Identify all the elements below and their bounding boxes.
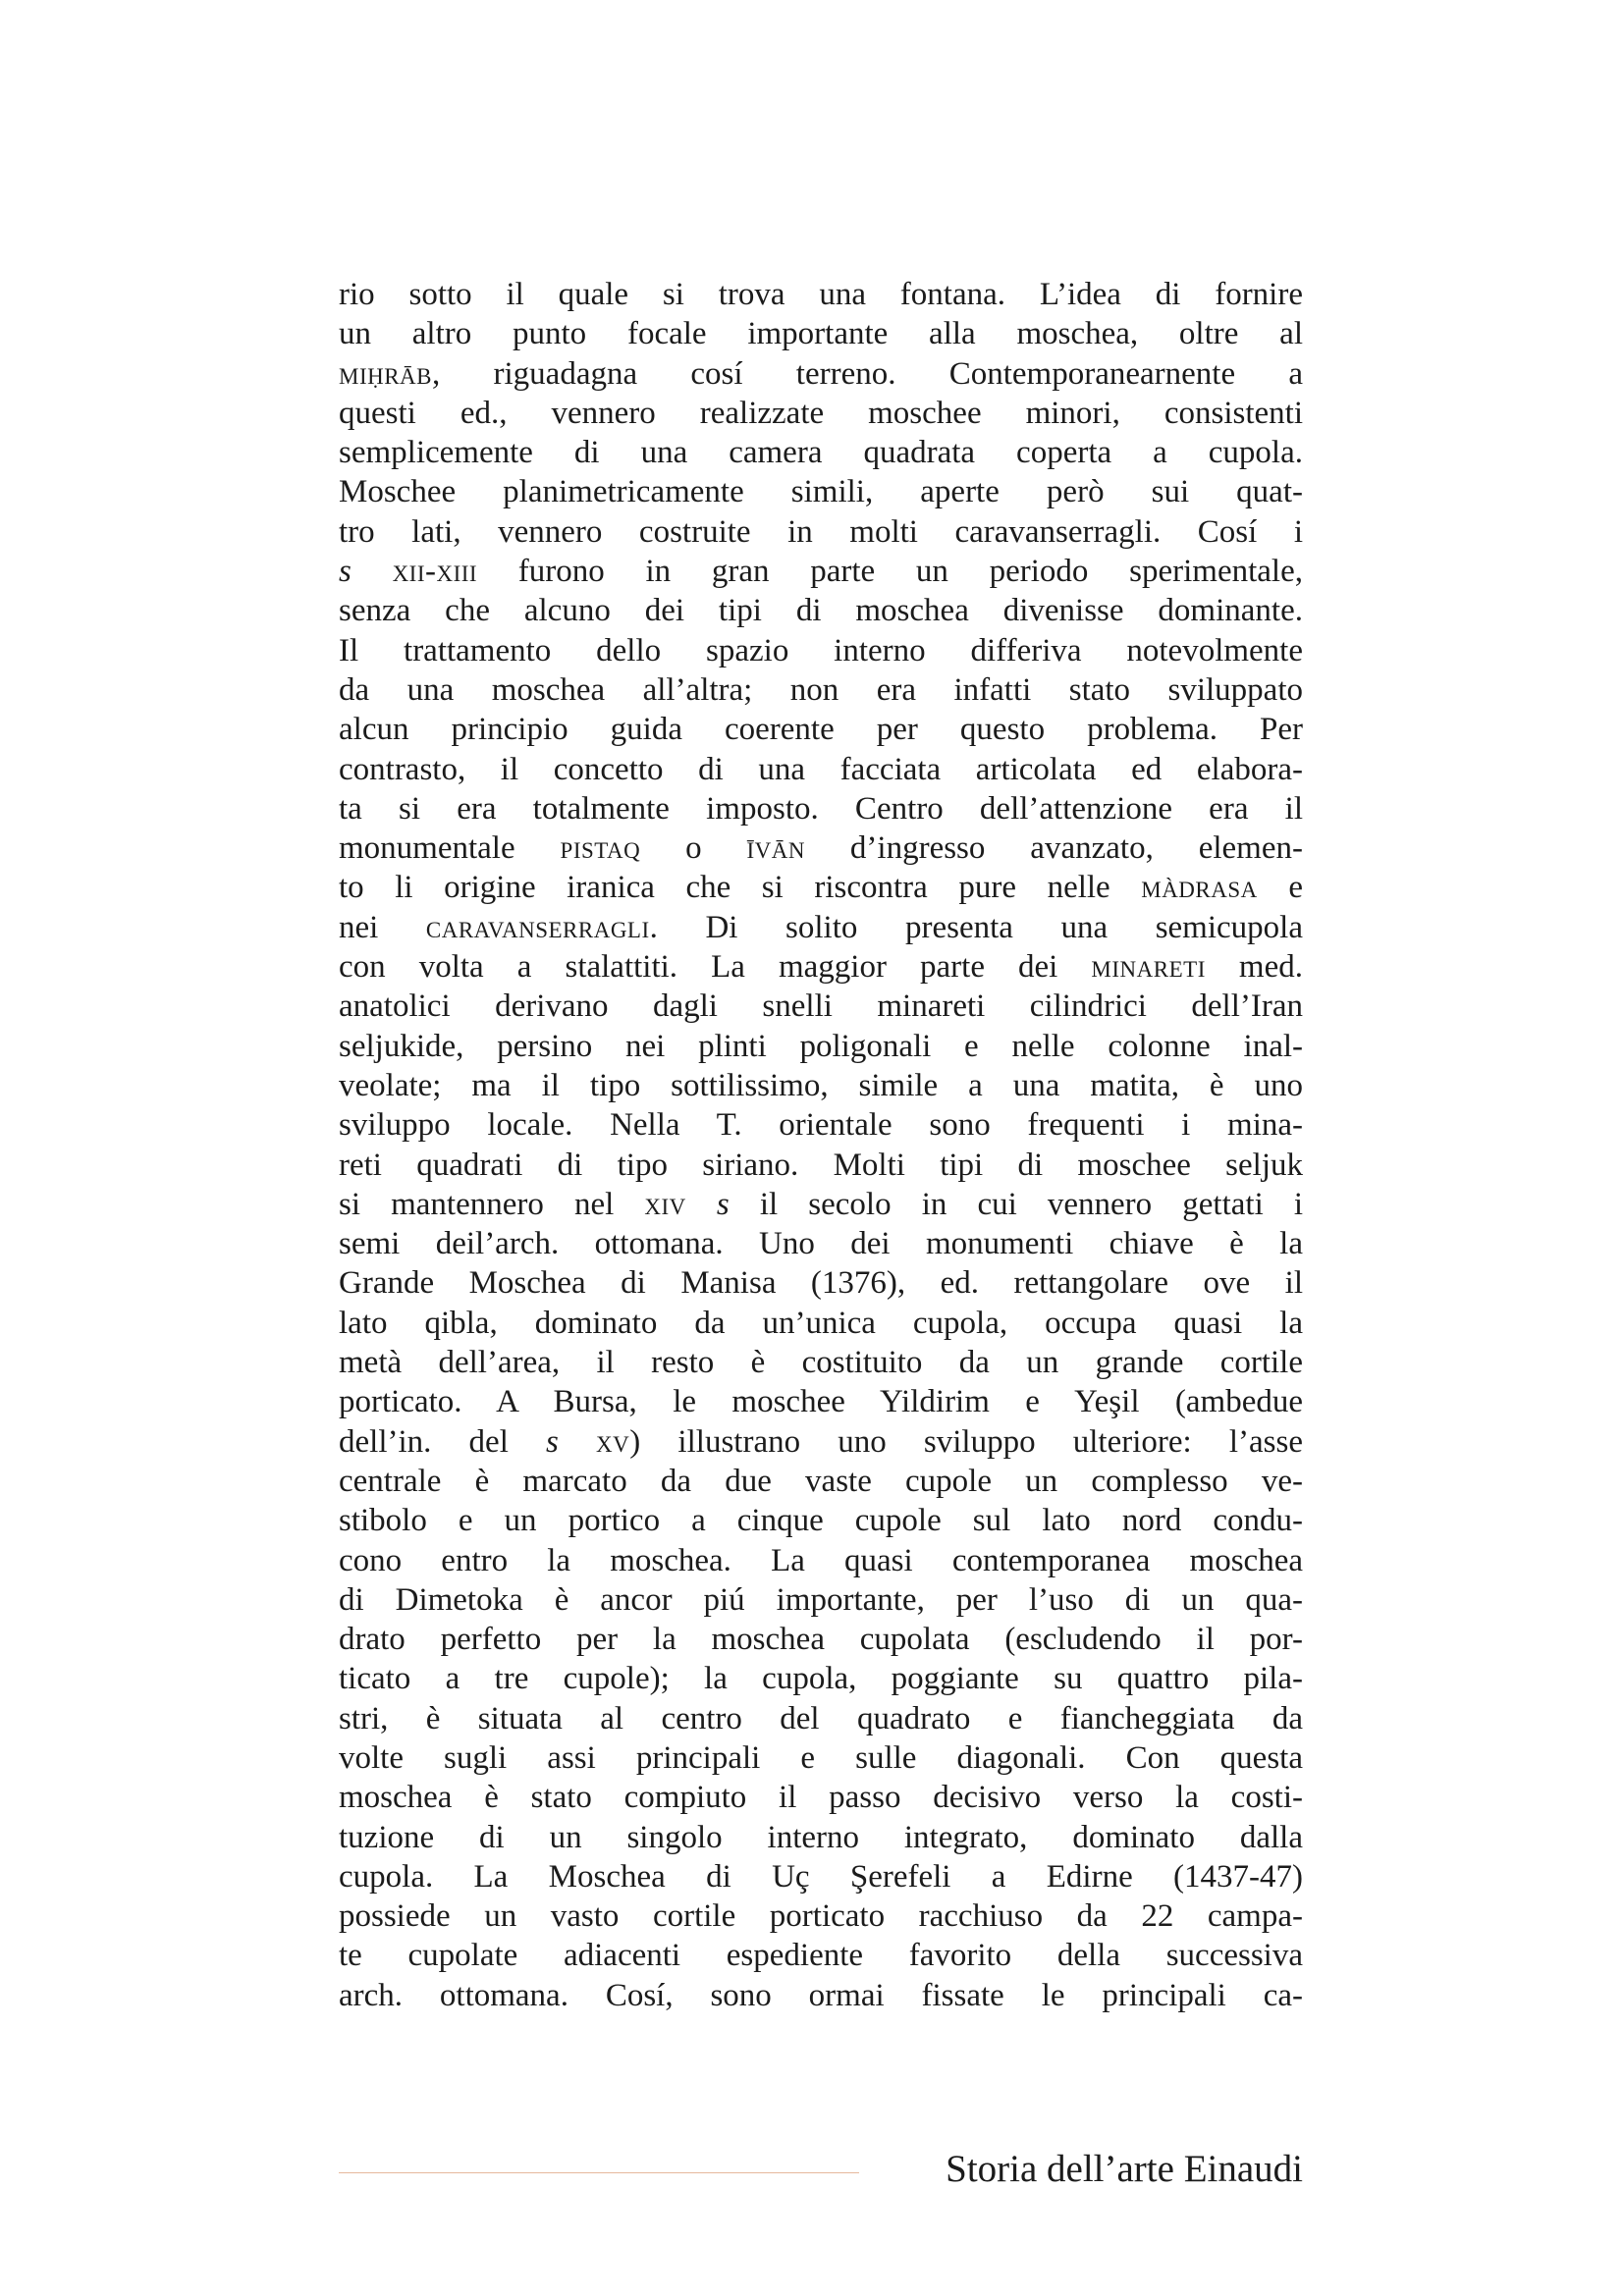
text-segment: cupola. La Moschea di Uç Şerefeli a Edirne (1437-47)	[339, 1858, 1303, 1895]
italic-abbrev: s	[339, 554, 352, 590]
text-line	[339, 908, 1303, 947]
text-line	[339, 552, 1303, 591]
text-line	[339, 947, 1303, 987]
text-segment: da una moschea all’altra; non era infatti stato sviluppato	[339, 671, 1303, 708]
text-segment: seljukide, persino nei plinti poligonali e nelle colonne inal-	[339, 1028, 1303, 1064]
text-segment: ) illustrano uno sviluppo ulteriore: l’asse	[629, 1423, 1303, 1460]
text-line	[339, 1620, 1303, 1659]
text-segment: . Di solito presenta una semicupola	[649, 909, 1303, 945]
text-line	[339, 1185, 1303, 1224]
text-segment: Il trattamento dello spazio interno differiva notevolmente	[339, 632, 1303, 668]
text-segment: tuzione di un singolo interno integrato, dominato dalla	[339, 1819, 1303, 1855]
text-line	[339, 275, 1303, 314]
text-line	[339, 1382, 1303, 1421]
text-segment: ticato a tre cupole); la cupola, poggiante su quattro pila-	[339, 1661, 1303, 1697]
body-text	[339, 275, 1303, 2015]
small-caps-term: xv	[596, 1423, 630, 1460]
text-segment: veolate; ma il tipo sottilissimo, simile a una matita, è uno	[339, 1067, 1303, 1103]
text-line	[339, 1224, 1303, 1263]
text-segment: il secolo in cui vennero gettati i	[729, 1186, 1304, 1222]
text-line	[339, 868, 1303, 907]
text-segment	[559, 1424, 596, 1460]
text-line	[339, 1462, 1303, 1501]
text-line	[339, 1936, 1303, 1975]
small-caps-term: màdrasa	[1141, 870, 1258, 906]
text-line	[339, 828, 1303, 868]
text-line	[339, 1541, 1303, 1580]
italic-abbrev: s	[546, 1423, 559, 1460]
text-line	[339, 710, 1303, 749]
text-line	[339, 987, 1303, 1026]
text-line	[339, 1105, 1303, 1145]
italic-abbrev: s	[716, 1186, 730, 1222]
text-line	[339, 1146, 1303, 1185]
text-segment: metà dell’area, il resto è costituito da un grande cortile	[339, 1345, 1303, 1381]
text-line	[339, 670, 1303, 710]
text-segment: semplicemente di una camera quadrata coperta a cupola.	[339, 435, 1303, 471]
text-segment: questi ed., vennero realizzate moschee minori, consistenti	[339, 395, 1303, 431]
text-segment: monumentale	[339, 830, 561, 867]
text-segment	[686, 1187, 717, 1222]
text-segment: med.	[1205, 949, 1303, 986]
small-caps-term: īvān	[746, 830, 806, 867]
text-line	[339, 433, 1303, 472]
text-line	[339, 1304, 1303, 1343]
text-line	[339, 1027, 1303, 1066]
text-segment: semi deil’arch. ottomana. Uno dei monumenti chiave è la	[339, 1226, 1303, 1262]
text-segment: d’ingresso avanzato, elemen-	[805, 830, 1303, 867]
text-segment: Moschee planimetricamente simili, aperte però sui quat-	[339, 474, 1303, 510]
text-segment: furono in gran parte un periodo sperimentale,	[477, 554, 1303, 590]
text-segment: alcun principio guida coerente per questo problema. Per	[339, 712, 1303, 748]
small-caps-term: pistaq	[560, 830, 641, 867]
small-caps-term: xiv	[644, 1186, 686, 1222]
footer-title: Storia dell’arte Einaudi	[946, 2148, 1303, 2190]
text-segment: drato perfetto per la moschea cupolata (escludendo il por-	[339, 1622, 1303, 1658]
text-segment: sviluppo locale. Nella T. orientale sono frequenti i mina-	[339, 1107, 1303, 1144]
text-segment: cono entro la moschea. La quasi contemporanea moschea	[339, 1542, 1303, 1578]
text-segment: stibolo e un portico a cinque cupole sul lato nord condu-	[339, 1503, 1303, 1539]
text-segment: si mantennero nel	[339, 1186, 645, 1222]
text-segment: possiede un vasto cortile porticato racchiuso da 22 campa-	[339, 1898, 1303, 1935]
text-line	[339, 394, 1303, 433]
text-line	[339, 750, 1303, 789]
text-line	[339, 472, 1303, 511]
text-segment: volte sugli assi principali e sulle diagonali. Con questa	[339, 1739, 1303, 1776]
text-segment: dell’in. del	[339, 1423, 547, 1460]
text-segment: centrale è marcato da due vaste cupole un complesso ve-	[339, 1463, 1303, 1499]
text-line	[339, 1976, 1303, 2015]
text-segment: rio sotto il quale si trova una fontana. L’idea di fornire	[339, 277, 1303, 312]
text-segment: ta si era totalmente imposto. Centro dell’attenzione era il	[339, 790, 1303, 827]
text-segment: moschea è stato compiuto il passo decisivo verso la costi-	[339, 1780, 1303, 1816]
text-line	[339, 512, 1303, 552]
text-segment: e	[1257, 870, 1303, 906]
text-line	[339, 1659, 1303, 1698]
text-line	[339, 1778, 1303, 1817]
text-line	[339, 1738, 1303, 1778]
text-segment: o	[640, 830, 747, 867]
text-segment: anatolici derivano dagli snelli minareti cilindrici dell’Iran	[339, 988, 1303, 1025]
text-line	[339, 1263, 1303, 1303]
text-segment: lato qibla, dominato da un’unica cupola, occupa quasi la	[339, 1305, 1303, 1341]
small-caps-term: miḥrāb	[339, 355, 433, 392]
text-line	[339, 1818, 1303, 1857]
text-segment	[352, 554, 393, 589]
text-segment: un altro punto focale importante alla moschea, oltre al	[339, 316, 1303, 352]
text-segment: reti quadrati di tipo siriano. Molti tipi di moschee seljuk	[339, 1147, 1303, 1183]
footer-rule	[339, 2172, 859, 2173]
text-segment: Grande Moschea di Manisa (1376), ed. rettangolare ove il	[339, 1265, 1303, 1302]
text-line	[339, 354, 1303, 394]
small-caps-term: minareti	[1091, 949, 1206, 986]
text-line	[339, 314, 1303, 353]
text-line	[339, 1422, 1303, 1462]
text-segment: to li origine iranica che si riscontra pure nelle	[339, 870, 1142, 906]
text-line	[339, 1066, 1303, 1105]
text-segment: porticato. A Bursa, le moschee Yildirim e Yeşil (ambedue	[339, 1384, 1303, 1420]
text-line	[339, 1343, 1303, 1382]
text-line	[339, 1896, 1303, 1936]
text-segment: te cupolate adiacenti espediente favorito della successiva	[339, 1938, 1303, 1974]
small-caps-term: xii-xiii	[392, 554, 478, 590]
text-segment: di Dimetoka è ancor piú importante, per l’uso di un qua-	[339, 1581, 1303, 1618]
text-line	[339, 1501, 1303, 1540]
text-segment: tro lati, vennero costruite in molti caravanserragli. Cosí i	[339, 513, 1303, 550]
text-line	[339, 591, 1303, 630]
text-segment: nei	[339, 909, 426, 945]
text-segment: senza che alcuno dei tipi di moschea divenisse dominante.	[339, 593, 1303, 629]
text-segment: stri, è situata al centro del quadrato e fiancheggiata da	[339, 1700, 1303, 1736]
small-caps-term: caravanserragli	[425, 909, 650, 945]
text-segment: con volta a stalattiti. La maggior parte dei	[339, 949, 1092, 986]
text-line	[339, 789, 1303, 828]
text-line	[339, 631, 1303, 670]
text-line	[339, 1857, 1303, 1896]
text-line	[339, 1580, 1303, 1620]
text-segment: arch. ottomana. Cosí, sono ormai fissate le principali ca-	[339, 1977, 1303, 2013]
text-segment: , riguadagna cosí terreno. Contemporanearnente a	[432, 355, 1303, 392]
text-line	[339, 1699, 1303, 1738]
text-segment: contrasto, il concetto di una facciata articolata ed elabora-	[339, 751, 1303, 787]
